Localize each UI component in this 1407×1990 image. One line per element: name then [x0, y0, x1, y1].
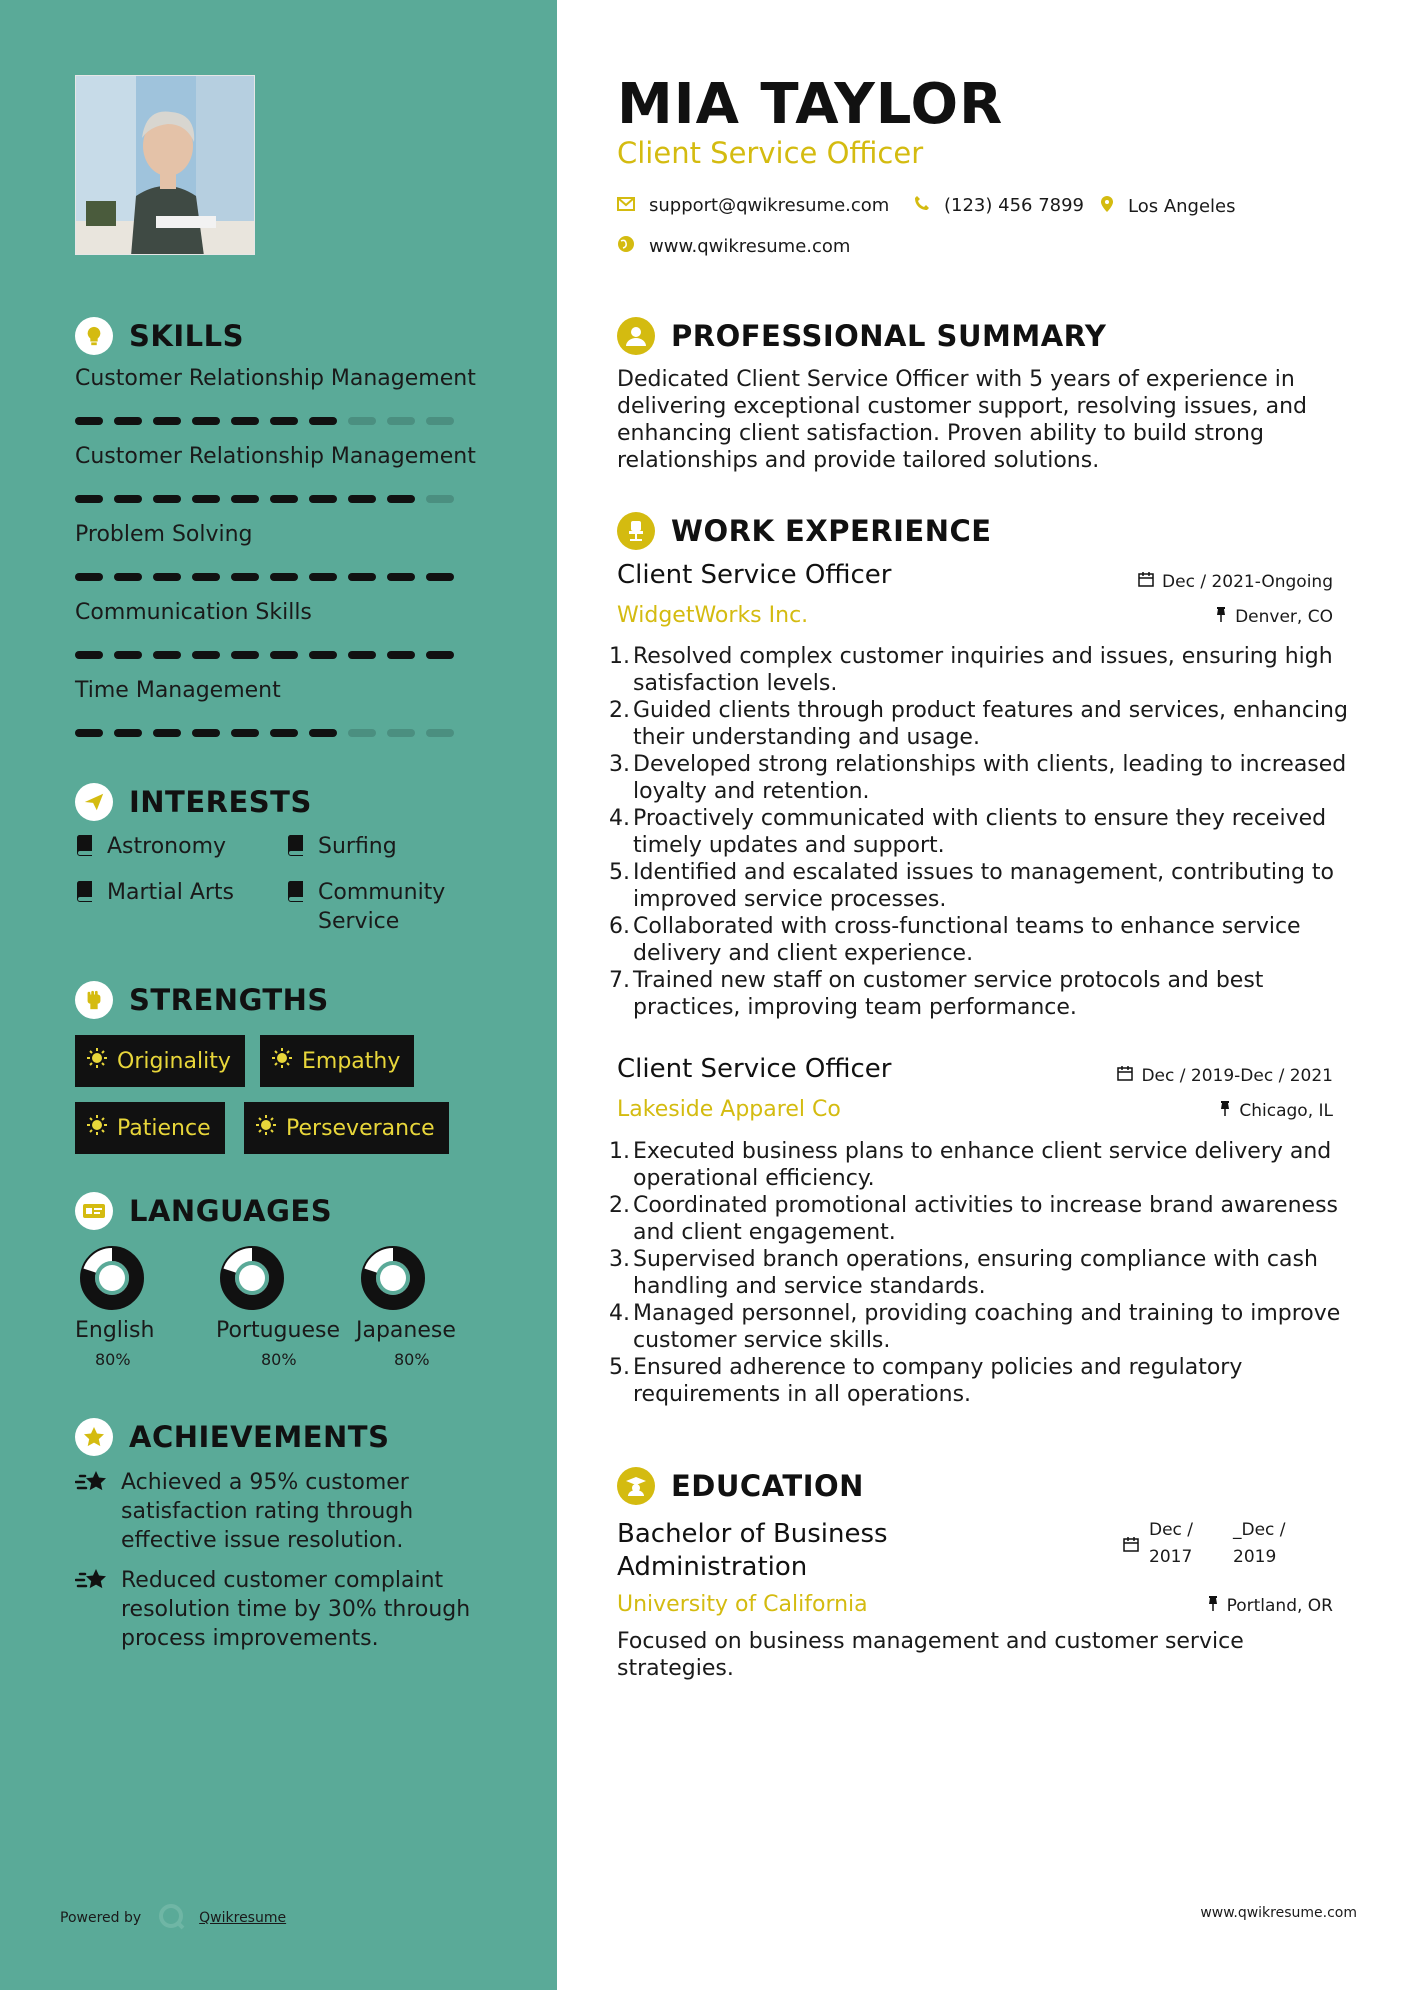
interest-item [75, 878, 234, 910]
gauge-center [99, 1265, 125, 1291]
list-item: 1. Executed business plans to enhance client service delivery and operational efficiency. [609, 1139, 1332, 1191]
skill-segment-filled [153, 495, 181, 503]
list-item: 1. Resolved complex customer inquiries and issues, ensuring high satisfaction levels. [609, 644, 1333, 696]
strengths-heading [75, 981, 329, 1019]
skill-segment-filled [387, 573, 415, 581]
job-location-text: Denver, CO [1235, 606, 1333, 627]
skill-segment-filled [114, 417, 142, 425]
company-name: Lakeside Apparel Co [617, 1097, 841, 1122]
skill-rating-bar [75, 417, 465, 425]
skills-heading [75, 317, 244, 355]
skill-segment-filled [309, 417, 337, 425]
sun-icon [256, 1115, 276, 1141]
office-chair-icon [617, 512, 655, 550]
date-part: _Dec / [1233, 1520, 1286, 1540]
contact-email [617, 195, 889, 216]
skill-segment-filled [309, 573, 337, 581]
globe-icon [617, 235, 635, 258]
powered-by-label: Powered by [60, 1910, 142, 1926]
skill-segment-empty [348, 729, 376, 737]
sun-icon [272, 1048, 292, 1074]
list-item: 3. Supervised branch operations, ensuring compliance with cash handling and service standards. [609, 1247, 1318, 1299]
interest-label: Astronomy [107, 834, 227, 859]
pushpin-icon [1215, 606, 1227, 627]
skill-segment-filled [153, 729, 181, 737]
candidate-role: Client Service Officer [617, 136, 924, 170]
edu-location [1207, 1595, 1333, 1616]
gauge-center [380, 1265, 406, 1291]
skill-segment-filled [270, 417, 298, 425]
achievements-title: ACHIEVEMENTS [129, 1420, 390, 1454]
language-name: Portuguese [216, 1318, 340, 1343]
skill-name: Customer Relationship Management [75, 444, 476, 469]
sun-icon [87, 1048, 107, 1074]
profile-photo [75, 75, 255, 255]
list-item: 5. Identified and escalated issues to management, contributing to improved service processes. [609, 860, 1335, 912]
interest-item [286, 832, 397, 864]
date-part: Dec / [1149, 1520, 1194, 1540]
skill-segment-empty [348, 417, 376, 425]
qwikresume-link[interactable]: Qwikresume [199, 1910, 287, 1926]
job-title: Client Service Officer [617, 1054, 892, 1084]
job-title: Client Service Officer [617, 560, 892, 590]
job-location [1215, 606, 1333, 627]
achievement-item [75, 1468, 495, 1555]
phone-text: (123) 456 7899 [944, 195, 1085, 216]
education-title: EDUCATION [671, 1469, 864, 1503]
degree-line: Administration [617, 1552, 808, 1582]
lightbulb-icon [75, 317, 113, 355]
date-part: 2019 [1233, 1547, 1277, 1567]
location-text: Los Angeles [1128, 196, 1236, 217]
language-percent: 80% [394, 1350, 430, 1369]
job-location [1219, 1100, 1333, 1121]
strengths-title: STRENGTHS [129, 983, 329, 1017]
skill-segment-filled [114, 651, 142, 659]
interest-label: Surfing [318, 834, 397, 859]
skills-title: SKILLS [129, 319, 244, 353]
job-location-text: Chicago, IL [1239, 1100, 1333, 1121]
education-text: Focused on business management and customer service strategies. [617, 1629, 1244, 1681]
skill-segment-empty [426, 729, 454, 737]
strength-badge [75, 1102, 225, 1154]
job-date-text: Dec / 2021-Ongoing [1162, 571, 1333, 592]
achievements-heading [75, 1418, 389, 1456]
language-name: Japanese [356, 1318, 456, 1343]
skill-segment-empty [387, 729, 415, 737]
interests-title: INTERESTS [129, 785, 312, 819]
skill-segment-filled [348, 495, 376, 503]
skill-segment-filled [309, 651, 337, 659]
map-pin-icon [1100, 195, 1114, 218]
contact-location [1100, 195, 1236, 218]
list-item: 4. Proactively communicated with clients to ensure they received timely updates and support. [609, 806, 1327, 858]
list-item: 2. Coordinated promotional activities to increase brand awareness and client engagement. [609, 1193, 1338, 1245]
skill-segment-filled [75, 573, 103, 581]
job-date [1117, 1065, 1333, 1086]
strength-label: Empathy [302, 1048, 401, 1074]
skill-segment-filled [192, 729, 220, 737]
language-percent: 80% [261, 1350, 297, 1369]
skill-name: Problem Solving [75, 522, 253, 547]
skill-segment-filled [270, 729, 298, 737]
list-item: 4. Managed personnel, providing coaching and training to improve customer service skills. [609, 1301, 1341, 1353]
pushpin-icon [1207, 1595, 1219, 1616]
website-text[interactable]: www.qwikresume.com [649, 236, 851, 257]
interests-heading [75, 783, 312, 821]
degree-title [617, 1518, 888, 1584]
skill-segment-filled [75, 417, 103, 425]
list-item: 3. Developed strong relationships with clients, leading to increased loyalty and retention. [609, 752, 1347, 804]
skill-segment-filled [231, 651, 259, 659]
skill-segment-filled [231, 417, 259, 425]
book-icon [75, 880, 95, 910]
language-gauge [220, 1246, 284, 1310]
contact-website [617, 235, 850, 258]
skill-segment-filled [75, 495, 103, 503]
skill-rating-bar [75, 651, 465, 659]
fist-icon [75, 981, 113, 1019]
main-content [557, 0, 1407, 1990]
skill-segment-filled [75, 729, 103, 737]
language-gauge [361, 1246, 425, 1310]
skill-segment-filled [192, 495, 220, 503]
skill-segment-filled [270, 651, 298, 659]
user-icon [617, 317, 655, 355]
job-bullets [609, 1138, 1349, 1408]
skill-segment-filled [114, 573, 142, 581]
graduate-icon [617, 1467, 655, 1505]
school-name: University of California [617, 1592, 868, 1617]
paper-plane-icon [75, 783, 113, 821]
skill-segment-filled [309, 729, 337, 737]
book-icon [75, 834, 95, 864]
flying-star-icon [75, 1568, 109, 1598]
strength-badge [75, 1035, 245, 1087]
list-item: 6. Collaborated with cross-functional teams to enhance service delivery and client experience. [609, 914, 1301, 966]
email-text[interactable]: support@qwikresume.com [649, 195, 890, 216]
skill-segment-filled [114, 729, 142, 737]
skill-segment-empty [387, 417, 415, 425]
language-name: English [75, 1318, 155, 1343]
degree-line: Bachelor of Business [617, 1519, 888, 1549]
interest-label: Community Service [318, 880, 446, 934]
skill-segment-filled [231, 495, 259, 503]
skill-segment-filled [231, 729, 259, 737]
list-item: 2. Guided clients through product features and services, enhancing their understanding and usage. [609, 698, 1348, 750]
book-icon [286, 834, 306, 864]
phone-icon [914, 195, 930, 216]
book-icon [286, 880, 306, 910]
strength-label: Patience [117, 1115, 211, 1141]
star-icon [75, 1418, 113, 1456]
skill-name: Communication Skills [75, 600, 312, 625]
skill-segment-filled [192, 417, 220, 425]
strength-badge [260, 1035, 414, 1087]
education-heading [617, 1467, 864, 1505]
sun-icon [87, 1115, 107, 1141]
skill-rating-bar [75, 573, 465, 581]
skill-segment-filled [426, 573, 454, 581]
achievement-text: Achieved a 95% customer satisfaction rating through effective issue resolution. [121, 1470, 414, 1553]
summary-text: Dedicated Client Service Officer with 5 years of experience in delivering exceptional customer support, resolving issues, and enhancing client satisfaction. Proven ability to build strong relationships and provide tailored solutions. [617, 367, 1308, 473]
gauge-center [239, 1265, 265, 1291]
skill-segment-empty [426, 417, 454, 425]
summary-heading [617, 317, 1106, 355]
id-card-icon [75, 1192, 113, 1230]
skill-segment-filled [231, 573, 259, 581]
footer-url[interactable]: www.qwikresume.com [1200, 1905, 1357, 1921]
candidate-name: MIA TAYLOR [617, 72, 1004, 137]
skill-segment-filled [192, 573, 220, 581]
skill-segment-filled [426, 651, 454, 659]
experience-heading [617, 512, 992, 550]
strength-badge [244, 1102, 449, 1154]
skill-segment-filled [387, 495, 415, 503]
edu-end-date [1233, 1517, 1286, 1571]
skill-segment-filled [153, 651, 181, 659]
job-date-text: Dec / 2019-Dec / 2021 [1141, 1065, 1333, 1086]
flying-star-icon [75, 1470, 109, 1500]
skill-rating-bar [75, 495, 465, 503]
language-gauge [80, 1246, 144, 1310]
achievement-item [75, 1566, 495, 1653]
skill-segment-filled [153, 417, 181, 425]
achievement-text: Reduced customer complaint resolution time by 30% through process improvements. [121, 1568, 471, 1651]
powered-by [60, 1902, 286, 1934]
skill-name: Time Management [75, 678, 281, 703]
contact-phone [914, 195, 1084, 216]
strength-label: Perseverance [286, 1115, 435, 1141]
edu-location-text: Portland, OR [1226, 1595, 1333, 1616]
language-percent: 80% [95, 1350, 131, 1369]
list-item: 7. Trained new staff on customer service protocols and best practices, improving team performance. [609, 968, 1264, 1020]
skill-segment-filled [114, 495, 142, 503]
skill-segment-empty [426, 495, 454, 503]
sidebar [0, 0, 557, 1990]
interest-item [286, 878, 486, 936]
skill-rating-bar [75, 729, 465, 737]
experience-title: WORK EXPERIENCE [671, 514, 992, 548]
skill-segment-filled [75, 651, 103, 659]
envelope-icon [617, 195, 635, 216]
job-bullets [609, 643, 1349, 1021]
qwikresume-logo-icon [157, 1902, 185, 1934]
calendar-icon [1138, 571, 1154, 592]
strength-label: Originality [117, 1048, 231, 1074]
calendar-icon [1123, 1536, 1139, 1556]
skill-segment-filled [309, 495, 337, 503]
skill-segment-filled [270, 573, 298, 581]
languages-heading [75, 1192, 332, 1230]
skill-segment-filled [270, 495, 298, 503]
company-name: WidgetWorks Inc. [617, 603, 809, 628]
skill-name: Customer Relationship Management [75, 366, 476, 391]
skill-segment-filled [348, 651, 376, 659]
job-date [1138, 571, 1333, 592]
pushpin-icon [1219, 1100, 1231, 1121]
skill-segment-filled [153, 573, 181, 581]
skill-segment-filled [348, 573, 376, 581]
languages-title: LANGUAGES [129, 1194, 333, 1228]
skill-segment-filled [192, 651, 220, 659]
summary-title: PROFESSIONAL SUMMARY [671, 319, 1107, 353]
interest-item [75, 832, 226, 864]
skill-segment-filled [387, 651, 415, 659]
calendar-icon [1117, 1065, 1133, 1086]
edu-start-date [1149, 1517, 1193, 1571]
date-part: 2017 [1149, 1547, 1193, 1567]
list-item: 5. Ensured adherence to company policies and regulatory requirements in all operations. [609, 1355, 1243, 1407]
interest-label: Martial Arts [107, 880, 235, 905]
